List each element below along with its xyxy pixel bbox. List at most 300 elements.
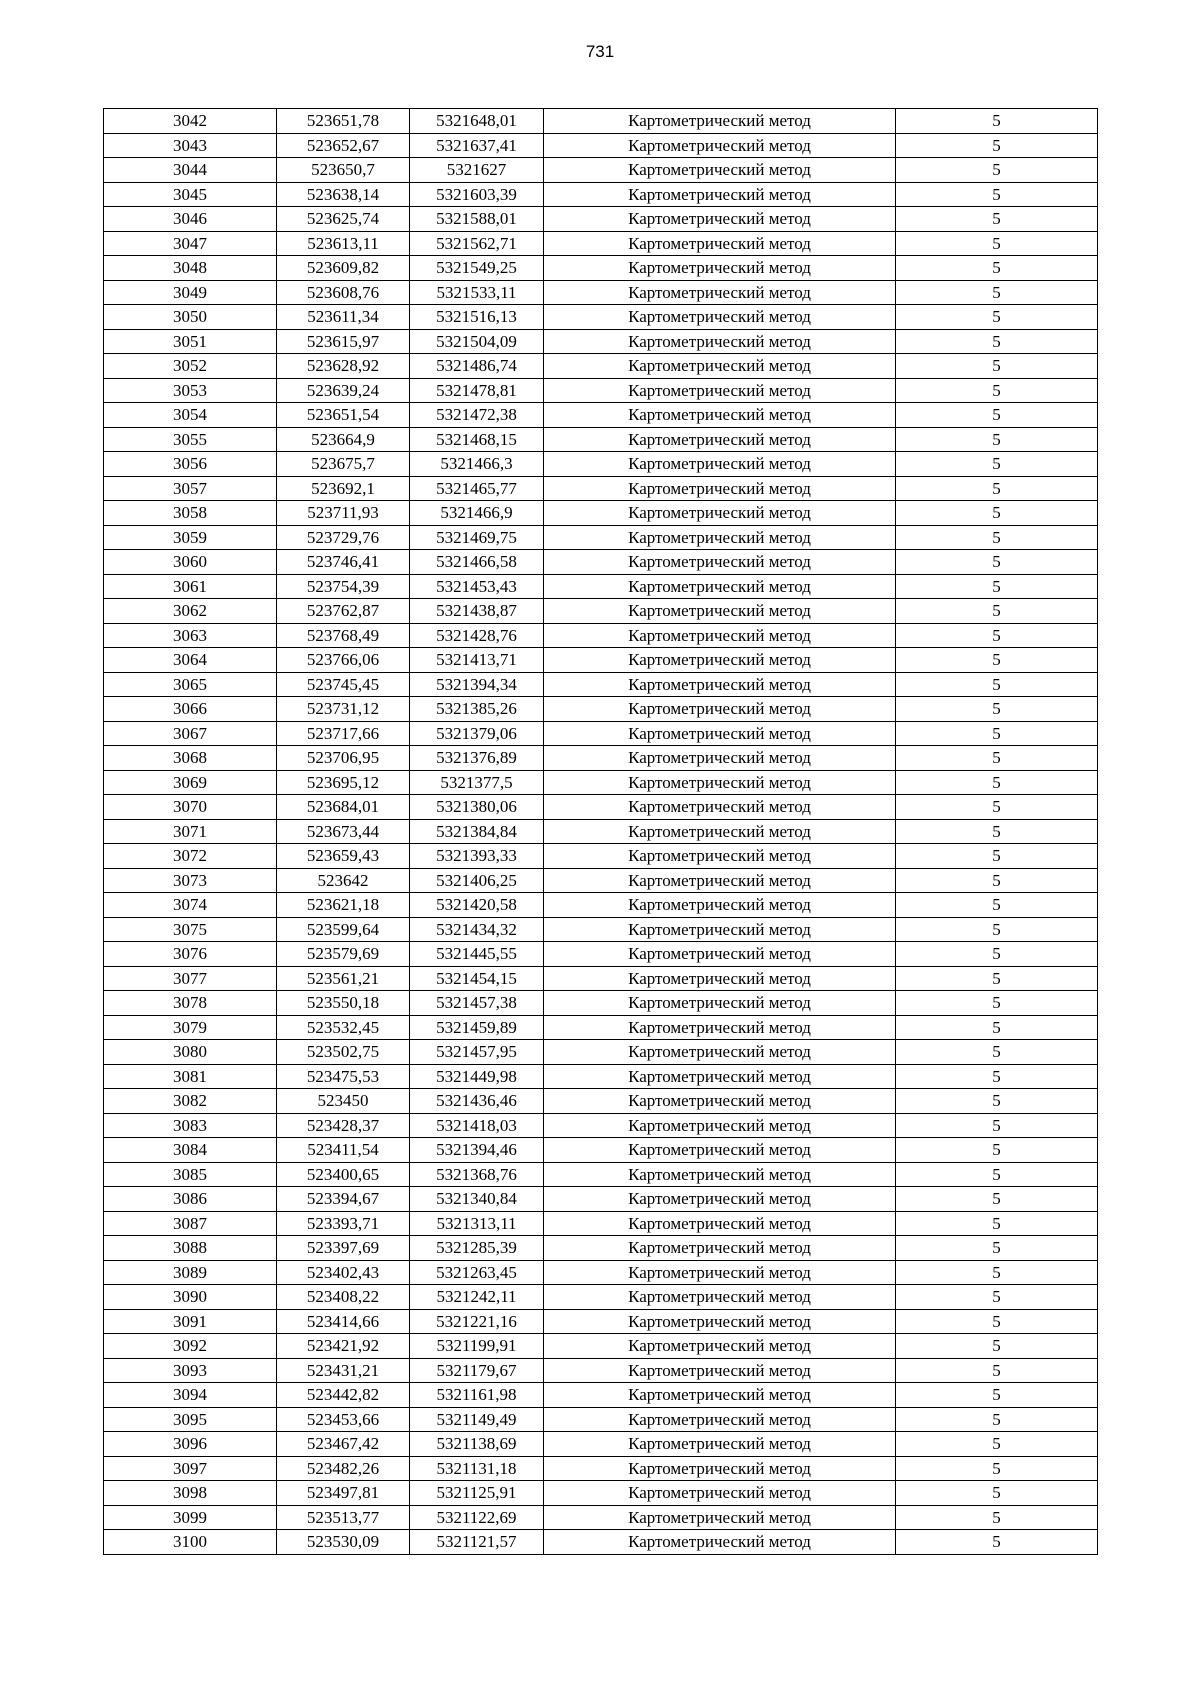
table-row bbox=[104, 280, 1098, 305]
method-cell: Картометрический метод bbox=[544, 1432, 896, 1457]
table-row bbox=[104, 1456, 1098, 1481]
point-number-cell: 3067 bbox=[104, 721, 277, 746]
accuracy-cell: 5 bbox=[896, 1309, 1098, 1334]
y-coordinate-cell: 5321161,98 bbox=[410, 1383, 544, 1408]
table-row bbox=[104, 207, 1098, 232]
accuracy-cell: 5 bbox=[896, 991, 1098, 1016]
method-cell: Картометрический метод bbox=[544, 1481, 896, 1506]
table-row bbox=[104, 599, 1098, 624]
point-number-cell: 3076 bbox=[104, 942, 277, 967]
y-coordinate-cell: 5321285,39 bbox=[410, 1236, 544, 1261]
table-row bbox=[104, 1015, 1098, 1040]
accuracy-cell: 5 bbox=[896, 1162, 1098, 1187]
accuracy-cell: 5 bbox=[896, 1505, 1098, 1530]
accuracy-cell: 5 bbox=[896, 1456, 1098, 1481]
accuracy-cell: 5 bbox=[896, 795, 1098, 820]
point-number-cell: 3092 bbox=[104, 1334, 277, 1359]
point-number-cell: 3065 bbox=[104, 672, 277, 697]
x-coordinate-cell: 523421,92 bbox=[277, 1334, 410, 1359]
table-row bbox=[104, 795, 1098, 820]
method-cell: Картометрический метод bbox=[544, 207, 896, 232]
point-number-cell: 3078 bbox=[104, 991, 277, 1016]
x-coordinate-cell: 523638,14 bbox=[277, 182, 410, 207]
accuracy-cell: 5 bbox=[896, 1187, 1098, 1212]
table-row bbox=[104, 109, 1098, 134]
x-coordinate-cell: 523599,64 bbox=[277, 917, 410, 942]
table-row bbox=[104, 697, 1098, 722]
accuracy-cell: 5 bbox=[896, 1285, 1098, 1310]
accuracy-cell: 5 bbox=[896, 158, 1098, 183]
accuracy-cell: 5 bbox=[896, 207, 1098, 232]
table-row bbox=[104, 1481, 1098, 1506]
method-cell: Картометрический метод bbox=[544, 427, 896, 452]
table-row bbox=[104, 182, 1098, 207]
accuracy-cell: 5 bbox=[896, 378, 1098, 403]
method-cell: Картометрический метод bbox=[544, 403, 896, 428]
table-row bbox=[104, 1285, 1098, 1310]
table-row bbox=[104, 648, 1098, 673]
point-number-cell: 3100 bbox=[104, 1530, 277, 1555]
accuracy-cell: 5 bbox=[896, 746, 1098, 771]
point-number-cell: 3055 bbox=[104, 427, 277, 452]
accuracy-cell: 5 bbox=[896, 403, 1098, 428]
accuracy-cell: 5 bbox=[896, 231, 1098, 256]
table-row bbox=[104, 476, 1098, 501]
point-number-cell: 3046 bbox=[104, 207, 277, 232]
method-cell: Картометрический метод bbox=[544, 109, 896, 134]
y-coordinate-cell: 5321453,43 bbox=[410, 574, 544, 599]
method-cell: Картометрический метод bbox=[544, 966, 896, 991]
y-coordinate-cell: 5321603,39 bbox=[410, 182, 544, 207]
method-cell: Картометрический метод bbox=[544, 1334, 896, 1359]
accuracy-cell: 5 bbox=[896, 697, 1098, 722]
table-row bbox=[104, 133, 1098, 158]
table-row bbox=[104, 256, 1098, 281]
accuracy-cell: 5 bbox=[896, 942, 1098, 967]
y-coordinate-cell: 5321465,77 bbox=[410, 476, 544, 501]
method-cell: Картометрический метод bbox=[544, 1407, 896, 1432]
x-coordinate-cell: 523397,69 bbox=[277, 1236, 410, 1261]
x-coordinate-cell: 523608,76 bbox=[277, 280, 410, 305]
point-number-cell: 3053 bbox=[104, 378, 277, 403]
y-coordinate-cell: 5321472,38 bbox=[410, 403, 544, 428]
x-coordinate-cell: 523717,66 bbox=[277, 721, 410, 746]
method-cell: Картометрический метод bbox=[544, 354, 896, 379]
page-number: 731 bbox=[585, 42, 615, 61]
x-coordinate-cell: 523639,24 bbox=[277, 378, 410, 403]
method-cell: Картометрический метод bbox=[544, 329, 896, 354]
x-coordinate-cell: 523402,43 bbox=[277, 1260, 410, 1285]
point-number-cell: 3059 bbox=[104, 525, 277, 550]
method-cell: Картометрический метод bbox=[544, 1162, 896, 1187]
accuracy-cell: 5 bbox=[896, 501, 1098, 526]
method-cell: Картометрический метод bbox=[544, 1530, 896, 1555]
x-coordinate-cell: 523651,78 bbox=[277, 109, 410, 134]
table-row bbox=[104, 1530, 1098, 1555]
accuracy-cell: 5 bbox=[896, 721, 1098, 746]
point-number-cell: 3096 bbox=[104, 1432, 277, 1457]
point-number-cell: 3051 bbox=[104, 329, 277, 354]
method-cell: Картометрический метод bbox=[544, 305, 896, 330]
y-coordinate-cell: 5321449,98 bbox=[410, 1064, 544, 1089]
method-cell: Картометрический метод bbox=[544, 1211, 896, 1236]
point-number-cell: 3062 bbox=[104, 599, 277, 624]
point-number-cell: 3061 bbox=[104, 574, 277, 599]
y-coordinate-cell: 5321125,91 bbox=[410, 1481, 544, 1506]
x-coordinate-cell: 523615,97 bbox=[277, 329, 410, 354]
x-coordinate-cell: 523731,12 bbox=[277, 697, 410, 722]
x-coordinate-cell: 523550,18 bbox=[277, 991, 410, 1016]
x-coordinate-cell: 523673,44 bbox=[277, 819, 410, 844]
y-coordinate-cell: 5321340,84 bbox=[410, 1187, 544, 1212]
method-cell: Картометрический метод bbox=[544, 1285, 896, 1310]
method-cell: Картометрический метод bbox=[544, 1260, 896, 1285]
point-number-cell: 3086 bbox=[104, 1187, 277, 1212]
point-number-cell: 3081 bbox=[104, 1064, 277, 1089]
accuracy-cell: 5 bbox=[896, 1089, 1098, 1114]
y-coordinate-cell: 5321121,57 bbox=[410, 1530, 544, 1555]
y-coordinate-cell: 5321394,34 bbox=[410, 672, 544, 697]
table-row bbox=[104, 1432, 1098, 1457]
table-row bbox=[104, 550, 1098, 575]
y-coordinate-cell: 5321466,58 bbox=[410, 550, 544, 575]
table-row bbox=[104, 231, 1098, 256]
method-cell: Картометрический метод bbox=[544, 452, 896, 477]
x-coordinate-cell: 523502,75 bbox=[277, 1040, 410, 1065]
table-row bbox=[104, 1187, 1098, 1212]
table-row bbox=[104, 1089, 1098, 1114]
y-coordinate-cell: 5321438,87 bbox=[410, 599, 544, 624]
accuracy-cell: 5 bbox=[896, 1481, 1098, 1506]
x-coordinate-cell: 523475,53 bbox=[277, 1064, 410, 1089]
accuracy-cell: 5 bbox=[896, 109, 1098, 134]
table-row bbox=[104, 574, 1098, 599]
x-coordinate-cell: 523766,06 bbox=[277, 648, 410, 673]
x-coordinate-cell: 523625,74 bbox=[277, 207, 410, 232]
x-coordinate-cell: 523400,65 bbox=[277, 1162, 410, 1187]
accuracy-cell: 5 bbox=[896, 868, 1098, 893]
x-coordinate-cell: 523394,67 bbox=[277, 1187, 410, 1212]
y-coordinate-cell: 5321131,18 bbox=[410, 1456, 544, 1481]
table-row bbox=[104, 427, 1098, 452]
method-cell: Картометрический метод bbox=[544, 1187, 896, 1212]
point-number-cell: 3048 bbox=[104, 256, 277, 281]
x-coordinate-cell: 523428,37 bbox=[277, 1113, 410, 1138]
table-row bbox=[104, 917, 1098, 942]
point-number-cell: 3043 bbox=[104, 133, 277, 158]
x-coordinate-cell: 523729,76 bbox=[277, 525, 410, 550]
x-coordinate-cell: 523706,95 bbox=[277, 746, 410, 771]
accuracy-cell: 5 bbox=[896, 305, 1098, 330]
x-coordinate-cell: 523561,21 bbox=[277, 966, 410, 991]
table-row bbox=[104, 672, 1098, 697]
x-coordinate-cell: 523651,54 bbox=[277, 403, 410, 428]
method-cell: Картометрический метод bbox=[544, 1456, 896, 1481]
x-coordinate-cell: 523532,45 bbox=[277, 1015, 410, 1040]
coordinates-table bbox=[103, 108, 1098, 1555]
x-coordinate-cell: 523745,45 bbox=[277, 672, 410, 697]
method-cell: Картометрический метод bbox=[544, 942, 896, 967]
x-coordinate-cell: 523621,18 bbox=[277, 893, 410, 918]
y-coordinate-cell: 5321242,11 bbox=[410, 1285, 544, 1310]
method-cell: Картометрический метод bbox=[544, 1040, 896, 1065]
point-number-cell: 3047 bbox=[104, 231, 277, 256]
point-number-cell: 3088 bbox=[104, 1236, 277, 1261]
point-number-cell: 3057 bbox=[104, 476, 277, 501]
y-coordinate-cell: 5321562,71 bbox=[410, 231, 544, 256]
y-coordinate-cell: 5321466,9 bbox=[410, 501, 544, 526]
accuracy-cell: 5 bbox=[896, 133, 1098, 158]
point-number-cell: 3094 bbox=[104, 1383, 277, 1408]
x-coordinate-cell: 523650,7 bbox=[277, 158, 410, 183]
table-row bbox=[104, 525, 1098, 550]
table-row bbox=[104, 1236, 1098, 1261]
point-number-cell: 3077 bbox=[104, 966, 277, 991]
x-coordinate-cell: 523609,82 bbox=[277, 256, 410, 281]
point-number-cell: 3079 bbox=[104, 1015, 277, 1040]
accuracy-cell: 5 bbox=[896, 1015, 1098, 1040]
accuracy-cell: 5 bbox=[896, 1358, 1098, 1383]
table-row bbox=[104, 354, 1098, 379]
method-cell: Картометрический метод bbox=[544, 893, 896, 918]
method-cell: Картометрический метод bbox=[544, 795, 896, 820]
point-number-cell: 3056 bbox=[104, 452, 277, 477]
accuracy-cell: 5 bbox=[896, 599, 1098, 624]
y-coordinate-cell: 5321377,5 bbox=[410, 770, 544, 795]
y-coordinate-cell: 5321418,03 bbox=[410, 1113, 544, 1138]
x-coordinate-cell: 523611,34 bbox=[277, 305, 410, 330]
point-number-cell: 3075 bbox=[104, 917, 277, 942]
table-row bbox=[104, 329, 1098, 354]
x-coordinate-cell: 523684,01 bbox=[277, 795, 410, 820]
table-row bbox=[104, 403, 1098, 428]
y-coordinate-cell: 5321263,45 bbox=[410, 1260, 544, 1285]
method-cell: Картометрический метод bbox=[544, 501, 896, 526]
point-number-cell: 3071 bbox=[104, 819, 277, 844]
table-row bbox=[104, 305, 1098, 330]
table-row bbox=[104, 1505, 1098, 1530]
method-cell: Картометрический метод bbox=[544, 1383, 896, 1408]
accuracy-cell: 5 bbox=[896, 1211, 1098, 1236]
point-number-cell: 3042 bbox=[104, 109, 277, 134]
x-coordinate-cell: 523453,66 bbox=[277, 1407, 410, 1432]
method-cell: Картометрический метод bbox=[544, 917, 896, 942]
x-coordinate-cell: 523408,22 bbox=[277, 1285, 410, 1310]
x-coordinate-cell: 523530,09 bbox=[277, 1530, 410, 1555]
y-coordinate-cell: 5321457,38 bbox=[410, 991, 544, 1016]
table-row bbox=[104, 1260, 1098, 1285]
point-number-cell: 3097 bbox=[104, 1456, 277, 1481]
y-coordinate-cell: 5321149,49 bbox=[410, 1407, 544, 1432]
y-coordinate-cell: 5321454,15 bbox=[410, 966, 544, 991]
accuracy-cell: 5 bbox=[896, 623, 1098, 648]
method-cell: Картометрический метод bbox=[544, 721, 896, 746]
x-coordinate-cell: 523442,82 bbox=[277, 1383, 410, 1408]
method-cell: Картометрический метод bbox=[544, 280, 896, 305]
accuracy-cell: 5 bbox=[896, 1040, 1098, 1065]
accuracy-cell: 5 bbox=[896, 1530, 1098, 1555]
accuracy-cell: 5 bbox=[896, 844, 1098, 869]
table-row bbox=[104, 746, 1098, 771]
method-cell: Картометрический метод bbox=[544, 672, 896, 697]
method-cell: Картометрический метод bbox=[544, 378, 896, 403]
method-cell: Картометрический метод bbox=[544, 746, 896, 771]
point-number-cell: 3052 bbox=[104, 354, 277, 379]
point-number-cell: 3082 bbox=[104, 1089, 277, 1114]
method-cell: Картометрический метод bbox=[544, 868, 896, 893]
x-coordinate-cell: 523513,77 bbox=[277, 1505, 410, 1530]
point-number-cell: 3068 bbox=[104, 746, 277, 771]
table-row bbox=[104, 1358, 1098, 1383]
table-row bbox=[104, 1309, 1098, 1334]
y-coordinate-cell: 5321466,3 bbox=[410, 452, 544, 477]
y-coordinate-cell: 5321588,01 bbox=[410, 207, 544, 232]
y-coordinate-cell: 5321384,84 bbox=[410, 819, 544, 844]
method-cell: Картометрический метод bbox=[544, 550, 896, 575]
accuracy-cell: 5 bbox=[896, 1236, 1098, 1261]
point-number-cell: 3080 bbox=[104, 1040, 277, 1065]
accuracy-cell: 5 bbox=[896, 1407, 1098, 1432]
method-cell: Картометрический метод bbox=[544, 574, 896, 599]
accuracy-cell: 5 bbox=[896, 182, 1098, 207]
y-coordinate-cell: 5321486,74 bbox=[410, 354, 544, 379]
point-number-cell: 3064 bbox=[104, 648, 277, 673]
y-coordinate-cell: 5321313,11 bbox=[410, 1211, 544, 1236]
method-cell: Картометрический метод bbox=[544, 844, 896, 869]
x-coordinate-cell: 523768,49 bbox=[277, 623, 410, 648]
y-coordinate-cell: 5321533,11 bbox=[410, 280, 544, 305]
method-cell: Картометрический метод bbox=[544, 525, 896, 550]
table-row bbox=[104, 844, 1098, 869]
x-coordinate-cell: 523762,87 bbox=[277, 599, 410, 624]
y-coordinate-cell: 5321138,69 bbox=[410, 1432, 544, 1457]
x-coordinate-cell: 523414,66 bbox=[277, 1309, 410, 1334]
accuracy-cell: 5 bbox=[896, 672, 1098, 697]
method-cell: Картометрический метод bbox=[544, 133, 896, 158]
y-coordinate-cell: 5321394,46 bbox=[410, 1138, 544, 1163]
x-coordinate-cell: 523754,39 bbox=[277, 574, 410, 599]
y-coordinate-cell: 5321380,06 bbox=[410, 795, 544, 820]
table-row bbox=[104, 819, 1098, 844]
y-coordinate-cell: 5321368,76 bbox=[410, 1162, 544, 1187]
y-coordinate-cell: 5321648,01 bbox=[410, 109, 544, 134]
method-cell: Картометрический метод bbox=[544, 1113, 896, 1138]
x-coordinate-cell: 523579,69 bbox=[277, 942, 410, 967]
method-cell: Картометрический метод bbox=[544, 158, 896, 183]
point-number-cell: 3099 bbox=[104, 1505, 277, 1530]
y-coordinate-cell: 5321199,91 bbox=[410, 1334, 544, 1359]
y-coordinate-cell: 5321516,13 bbox=[410, 305, 544, 330]
accuracy-cell: 5 bbox=[896, 1113, 1098, 1138]
y-coordinate-cell: 5321393,33 bbox=[410, 844, 544, 869]
x-coordinate-cell: 523450 bbox=[277, 1089, 410, 1114]
x-coordinate-cell: 523692,1 bbox=[277, 476, 410, 501]
x-coordinate-cell: 523482,26 bbox=[277, 1456, 410, 1481]
point-number-cell: 3091 bbox=[104, 1309, 277, 1334]
table-row bbox=[104, 1138, 1098, 1163]
accuracy-cell: 5 bbox=[896, 452, 1098, 477]
accuracy-cell: 5 bbox=[896, 280, 1098, 305]
table-row bbox=[104, 452, 1098, 477]
table-row bbox=[104, 1334, 1098, 1359]
point-number-cell: 3085 bbox=[104, 1162, 277, 1187]
x-coordinate-cell: 523675,7 bbox=[277, 452, 410, 477]
accuracy-cell: 5 bbox=[896, 256, 1098, 281]
y-coordinate-cell: 5321436,46 bbox=[410, 1089, 544, 1114]
accuracy-cell: 5 bbox=[896, 1334, 1098, 1359]
x-coordinate-cell: 523431,21 bbox=[277, 1358, 410, 1383]
x-coordinate-cell: 523467,42 bbox=[277, 1432, 410, 1457]
point-number-cell: 3063 bbox=[104, 623, 277, 648]
x-coordinate-cell: 523393,71 bbox=[277, 1211, 410, 1236]
point-number-cell: 3083 bbox=[104, 1113, 277, 1138]
accuracy-cell: 5 bbox=[896, 525, 1098, 550]
method-cell: Картометрический метод bbox=[544, 1505, 896, 1530]
method-cell: Картометрический метод bbox=[544, 599, 896, 624]
point-number-cell: 3087 bbox=[104, 1211, 277, 1236]
table-row bbox=[104, 1383, 1098, 1408]
table-row bbox=[104, 991, 1098, 1016]
method-cell: Картометрический метод bbox=[544, 819, 896, 844]
accuracy-cell: 5 bbox=[896, 648, 1098, 673]
accuracy-cell: 5 bbox=[896, 574, 1098, 599]
point-number-cell: 3044 bbox=[104, 158, 277, 183]
method-cell: Картометрический метод bbox=[544, 1064, 896, 1089]
point-number-cell: 3074 bbox=[104, 893, 277, 918]
method-cell: Картометрический метод bbox=[544, 697, 896, 722]
point-number-cell: 3060 bbox=[104, 550, 277, 575]
x-coordinate-cell: 523746,41 bbox=[277, 550, 410, 575]
x-coordinate-cell: 523628,92 bbox=[277, 354, 410, 379]
y-coordinate-cell: 5321413,71 bbox=[410, 648, 544, 673]
method-cell: Картометрический метод bbox=[544, 476, 896, 501]
method-cell: Картометрический метод bbox=[544, 1089, 896, 1114]
table-row bbox=[104, 1211, 1098, 1236]
point-number-cell: 3089 bbox=[104, 1260, 277, 1285]
coordinates-table-body bbox=[104, 109, 1098, 1555]
point-number-cell: 3045 bbox=[104, 182, 277, 207]
point-number-cell: 3070 bbox=[104, 795, 277, 820]
x-coordinate-cell: 523652,67 bbox=[277, 133, 410, 158]
y-coordinate-cell: 5321122,69 bbox=[410, 1505, 544, 1530]
table-row bbox=[104, 868, 1098, 893]
y-coordinate-cell: 5321385,26 bbox=[410, 697, 544, 722]
method-cell: Картометрический метод bbox=[544, 1015, 896, 1040]
table-row bbox=[104, 1113, 1098, 1138]
y-coordinate-cell: 5321627 bbox=[410, 158, 544, 183]
y-coordinate-cell: 5321406,25 bbox=[410, 868, 544, 893]
point-number-cell: 3069 bbox=[104, 770, 277, 795]
y-coordinate-cell: 5321637,41 bbox=[410, 133, 544, 158]
y-coordinate-cell: 5321420,58 bbox=[410, 893, 544, 918]
accuracy-cell: 5 bbox=[896, 1432, 1098, 1457]
accuracy-cell: 5 bbox=[896, 917, 1098, 942]
table-row bbox=[104, 1064, 1098, 1089]
table-row bbox=[104, 1162, 1098, 1187]
table-row bbox=[104, 721, 1098, 746]
point-number-cell: 3058 bbox=[104, 501, 277, 526]
x-coordinate-cell: 523695,12 bbox=[277, 770, 410, 795]
y-coordinate-cell: 5321379,06 bbox=[410, 721, 544, 746]
y-coordinate-cell: 5321459,89 bbox=[410, 1015, 544, 1040]
y-coordinate-cell: 5321504,09 bbox=[410, 329, 544, 354]
accuracy-cell: 5 bbox=[896, 354, 1098, 379]
y-coordinate-cell: 5321428,76 bbox=[410, 623, 544, 648]
y-coordinate-cell: 5321478,81 bbox=[410, 378, 544, 403]
table-row bbox=[104, 770, 1098, 795]
x-coordinate-cell: 523664,9 bbox=[277, 427, 410, 452]
method-cell: Картометрический метод bbox=[544, 1138, 896, 1163]
